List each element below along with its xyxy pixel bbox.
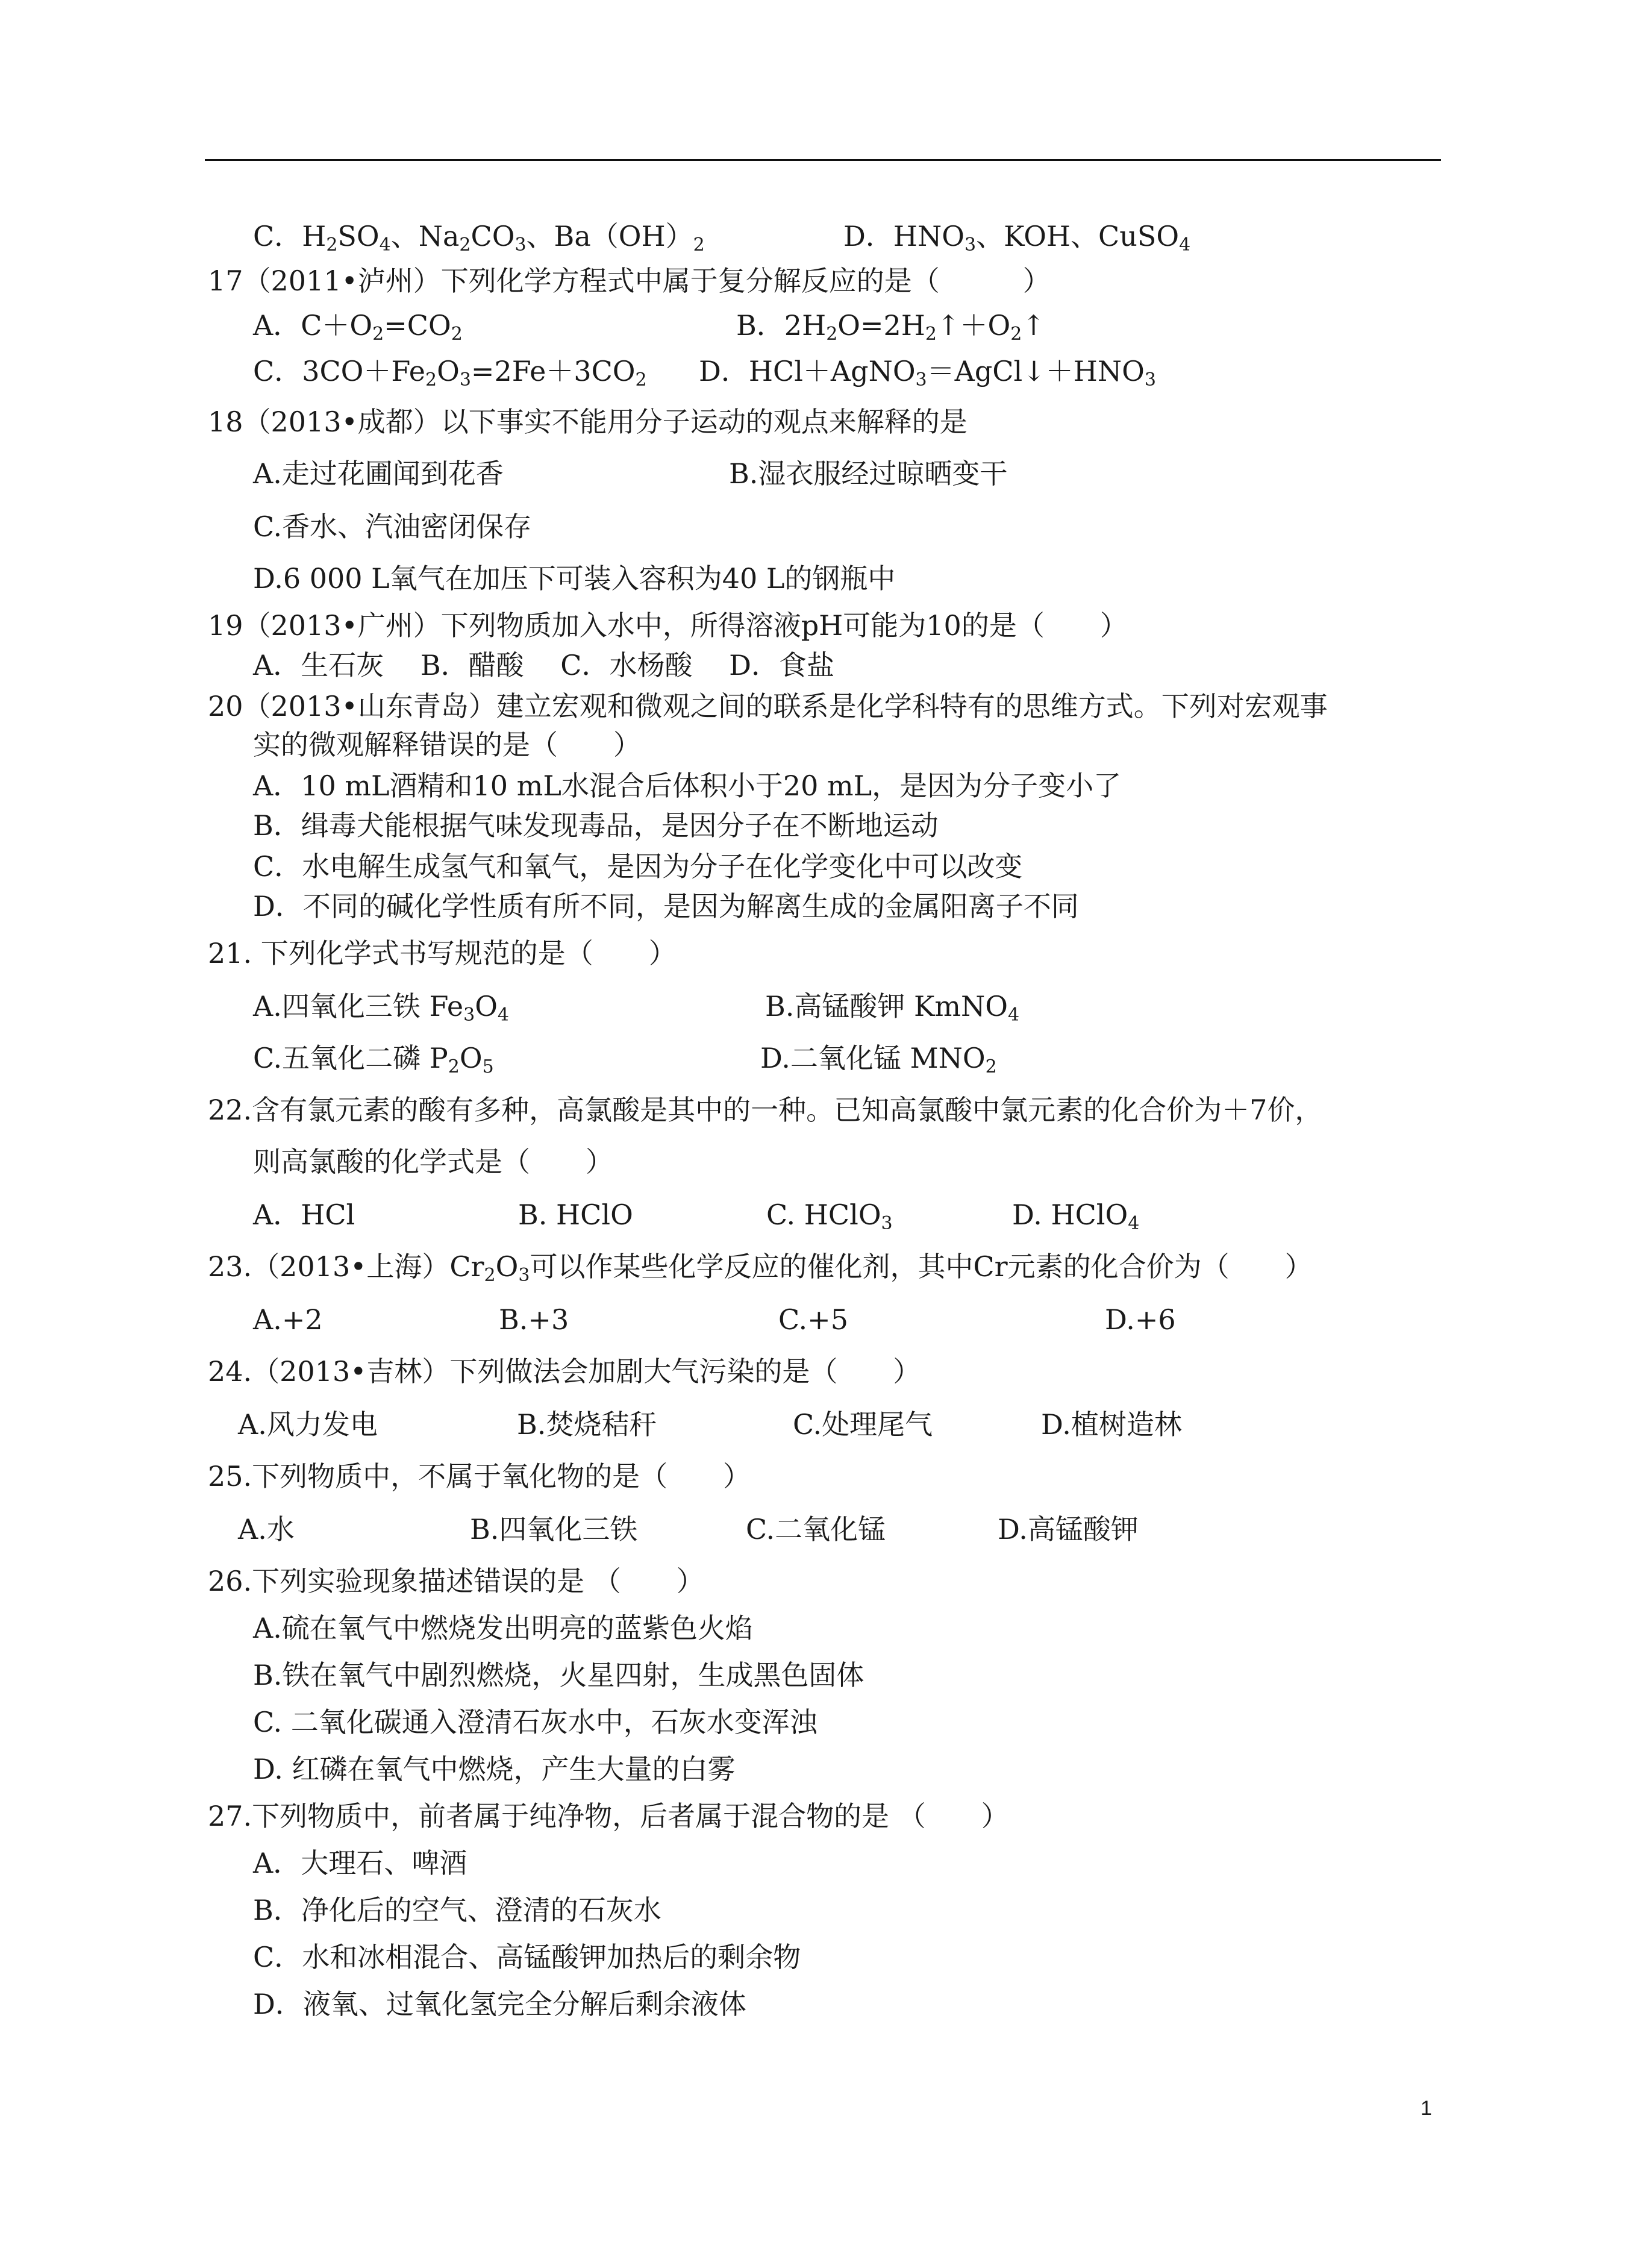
q22-stem-line2: 则高氯酸的化学式是（ ） [253,1145,613,1178]
q27-option-d: D．液氧、过氧化氢完全分解后剩余液体 [253,1988,746,2020]
q25-stem: 25.下列物质中，不属于氧化物的是（ ） [208,1460,751,1493]
q20-option-d: D．不同的碱化学性质有所不同，是因为解离生成的金属阳离子不同 [253,890,1079,923]
q26-option-a: A.硫在氧气中燃烧发出明亮的蓝紫色火焰 [253,1612,753,1644]
q17-option-c: C．$3CO+Fe_2O_3=2Fe+3CO_2$ [253,355,647,390]
q23-option-d: D.+6 [1105,1303,1176,1336]
q23-option-a: A.+2 [253,1303,323,1336]
q20-option-c: C．水电解生成氢气和氧气，是因为分子在化学变化中可以改变 [253,850,1023,883]
q27-option-a: A．大理石、啤酒 [253,1847,467,1879]
q19-stem: 19（2013•广州）下列物质加入水中，所得溶液pH可能为10的是（ ） [208,609,1128,642]
q21-option-a: A.四氧化三铁 $Fe_3O_4$ [253,990,509,1026]
q24-option-d: D.植树造林 [1041,1408,1182,1441]
q27-stem: 27.下列物质中，前者属于纯净物，后者属于混合物的是 （ ） [208,1800,1009,1832]
q24-option-b: B.焚烧秸秆 [517,1408,657,1441]
q20-option-b: B．缉毒犬能根据气味发现毒品，是因分子在不断地运动 [253,809,939,842]
q18-option-a: A.走过花圃闻到花香 [253,457,504,490]
q25-option-b: B.四氧化三铁 [470,1513,638,1546]
q18-option-d: D.6 000 L氧气在加压下可装入容积为40 L的钢瓶中 [253,562,896,595]
q17-option-d: D．$HCl+AgNO_3=AgCl↓+HNO_3$ [699,355,1156,390]
q25-option-c: C.二氧化锰 [746,1513,886,1546]
q18-option-b: B.湿衣服经过晾晒变干 [729,457,1008,490]
q18-option-c: C.香水、汽油密闭保存 [253,510,532,543]
q26-stem: 26.下列实验现象描述错误的是 （ ） [208,1565,704,1597]
q26-option-c: C. 二氧化碳通入澄清石灰水中，石灰水变浑浊 [253,1706,818,1738]
q26-option-b: B.铁在氧气中剧烈燃烧，火星四射，生成黑色固体 [253,1659,864,1691]
q16-option-c: C．$H_2SO_4$、$Na_2CO_3$、$Ba(OH)_2$ [253,220,705,255]
q24-option-c: C.处理尾气 [793,1408,933,1441]
q19-options: A．生石灰 B．醋酸 C．水杨酸 D．食盐 [253,649,834,681]
q24-option-a: A.风力发电 [238,1408,378,1441]
q20-stem-line1: 20（2013•山东青岛）建立宏观和微观之间的联系是化学科特有的思维方式。下列对宏观事 [208,690,1328,722]
header-rule [205,159,1441,161]
q22-option-d: D. HClO$_4$ [1012,1198,1140,1234]
q17-option-b: B．$2H_2O=2H_2↑+O_2↑$ [736,309,1045,345]
q22-option-a: A．HCl [253,1198,355,1231]
page-number: 1 [1421,2097,1432,2120]
q22-option-c: C. HClO$_3$ [766,1198,893,1234]
q22-stem-line1: 22.含有氯元素的酸有多种，高氯酸是其中的一种。已知高氯酸中氯元素的化合价为＋7价， [208,1094,1323,1126]
q20-stem-line2: 实的微观解释错误的是（ ） [253,728,641,761]
q25-option-a: A.水 [238,1513,295,1546]
q21-option-c: C.五氧化二磷 $P_2O_5$ [253,1042,494,1077]
q21-option-d: D.二氧化锰 $MNO_2$ [760,1042,997,1077]
q25-option-d: D.高锰酸钾 [998,1513,1139,1546]
q22-option-b: B. HClO [518,1198,633,1231]
q18-stem: 18（2013•成都）以下事实不能用分子运动的观点来解释的是 [208,406,968,438]
q16-option-d: D．$HNO_3$、KOH、CuSO$_4$ [843,220,1191,255]
q21-stem: 21. 下列化学式书写规范的是（ ） [208,937,677,970]
q27-option-b: B．净化后的空气、澄清的石灰水 [253,1894,661,1926]
q23-stem: 23.（2013•上海）$Cr_2O_3$可以作某些化学反应的催化剂，其中Cr元素的化合价为（ ） [208,1250,1313,1286]
q20-option-a: A．10 mL酒精和10 mL水混合后体积小于20 mL，是因为分子变小了 [253,769,1122,802]
q17-stem: 17（2011•泸州）下列化学方程式中属于复分解反应的是（ ） [208,265,1051,297]
q17-option-a: A．$C+O_2=CO_2$ [253,309,463,345]
q23-option-b: B.+3 [499,1303,569,1336]
q26-option-d: D. 红磷在氧气中燃烧，产生大量的白雾 [253,1753,736,1785]
q23-option-c: C.+5 [778,1303,848,1336]
q24-stem: 24.（2013•吉林）下列做法会加剧大气污染的是（ ） [208,1355,921,1388]
q21-option-b: B.高锰酸钾 KmNO$_4$ [765,990,1020,1026]
q27-option-c: C．水和冰相混合、高锰酸钾加热后的剩余物 [253,1941,801,1973]
